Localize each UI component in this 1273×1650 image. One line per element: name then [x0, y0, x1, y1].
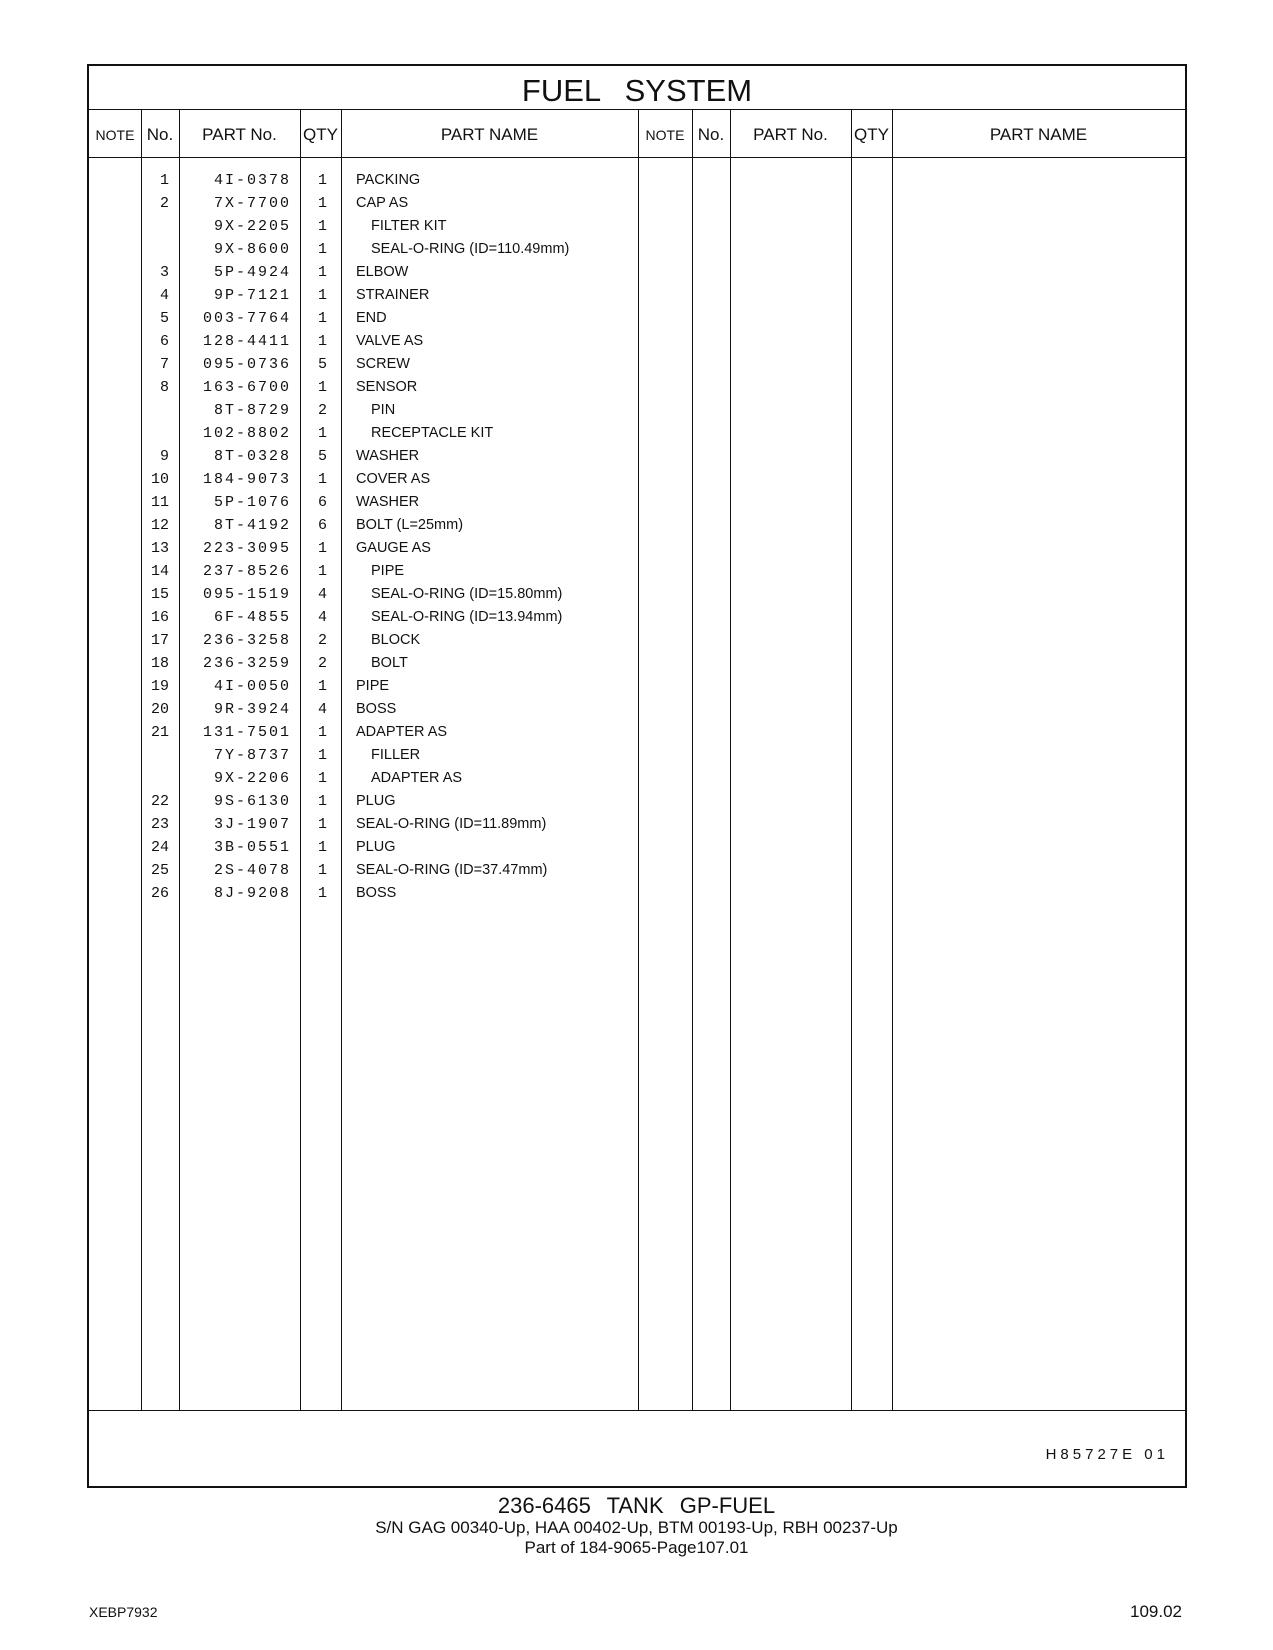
part-number: 236-3259 — [202, 655, 291, 672]
page-title: FUEL SYSTEM — [521, 73, 753, 108]
table-row — [89, 629, 669, 652]
table-row — [89, 261, 669, 284]
part-number: 3J-1907 — [213, 816, 291, 833]
quantity: 6 — [317, 517, 327, 534]
quantity: 1 — [317, 793, 327, 810]
header-qty: QTY — [303, 125, 338, 144]
quantity: 1 — [317, 241, 327, 258]
part-name: PLUG — [356, 793, 396, 809]
table-row — [89, 422, 669, 445]
item-number: 19 — [150, 678, 169, 695]
table-row — [89, 353, 669, 376]
part-number: 8T-8729 — [213, 402, 291, 419]
divider — [89, 1410, 1185, 1411]
item-number: 1 — [159, 172, 169, 189]
part-number: 095-1519 — [202, 586, 291, 603]
item-number: 14 — [150, 563, 169, 580]
quantity: 1 — [317, 310, 327, 327]
part-number: 2S-4078 — [213, 862, 291, 879]
part-number: 7X-7700 — [213, 195, 291, 212]
header-part-name: PART NAME — [440, 125, 539, 144]
table-row — [89, 675, 669, 698]
quantity: 1 — [317, 724, 327, 741]
part-number: 095-0736 — [202, 356, 291, 373]
column-divider — [851, 109, 852, 1410]
quantity: 1 — [317, 747, 327, 764]
table-row — [89, 698, 669, 721]
table-row — [89, 790, 669, 813]
column-divider — [692, 109, 693, 1410]
quantity: 5 — [317, 356, 327, 373]
quantity: 5 — [317, 448, 327, 465]
quantity: 1 — [317, 264, 327, 281]
item-number: 4 — [159, 287, 169, 304]
table-row — [89, 169, 669, 192]
header-part-name-right: PART NAME — [989, 125, 1088, 144]
item-number: 18 — [150, 655, 169, 672]
part-number: 184-9073 — [202, 471, 291, 488]
part-name: FILLER — [371, 747, 421, 763]
part-name: SCREW — [356, 356, 410, 372]
part-number: 9X-2206 — [213, 770, 291, 787]
part-name: SEAL-O-RING (ID=13.94mm) — [371, 609, 563, 625]
item-number: 2 — [159, 195, 169, 212]
part-number: 8J-9208 — [213, 885, 291, 902]
quantity: 1 — [317, 563, 327, 580]
quantity: 1 — [317, 770, 327, 787]
item-number: 13 — [150, 540, 169, 557]
part-number: 6F-4855 — [213, 609, 291, 626]
quantity: 2 — [317, 402, 327, 419]
table-row — [89, 537, 669, 560]
table-row — [89, 583, 669, 606]
item-number: 24 — [150, 839, 169, 856]
part-name: END — [356, 310, 387, 326]
quantity: 1 — [317, 218, 327, 235]
table-row — [89, 767, 669, 790]
header-note: NOTE — [95, 127, 135, 143]
part-of-reference: Part of 184-9065-Page107.01 — [524, 1538, 749, 1557]
part-number: 223-3095 — [202, 540, 291, 557]
part-name: COVER AS — [356, 471, 431, 487]
item-number: 8 — [159, 379, 169, 396]
part-number: 7Y-8737 — [213, 747, 291, 764]
part-number: 9S-6130 — [213, 793, 291, 810]
quantity: 4 — [317, 586, 327, 603]
header-qty-right: QTY — [854, 125, 889, 144]
part-name: FILTER KIT — [371, 218, 447, 234]
part-name: SEAL-O-RING (ID=37.47mm) — [356, 862, 548, 878]
header-note-right: NOTE — [645, 127, 685, 143]
part-number: 4I-0378 — [213, 172, 291, 189]
item-number: 15 — [150, 586, 169, 603]
table-row — [89, 307, 669, 330]
table-row — [89, 859, 669, 882]
footer — [0, 1494, 1273, 1558]
item-number: 6 — [159, 333, 169, 350]
quantity: 1 — [317, 195, 327, 212]
item-number: 21 — [150, 724, 169, 741]
part-number: 5P-1076 — [213, 494, 291, 511]
table-row — [89, 445, 669, 468]
part-name: SEAL-O-RING (ID=110.49mm) — [371, 241, 570, 257]
part-number: 003-7764 — [202, 310, 291, 327]
part-name: STRAINER — [356, 287, 430, 303]
header-no: No. — [146, 125, 174, 144]
item-number: 26 — [150, 885, 169, 902]
quantity: 1 — [317, 540, 327, 557]
page-number: 109.02 — [1130, 1602, 1182, 1621]
item-number: 16 — [150, 609, 169, 626]
table-row — [89, 606, 669, 629]
header-part-no-right: PART No. — [753, 125, 828, 144]
part-number: 3B-0551 — [213, 839, 291, 856]
table-row — [89, 721, 669, 744]
quantity: 1 — [317, 471, 327, 488]
assembly-title: 236-6465 TANK GP-FUEL — [497, 1493, 776, 1518]
table-row — [89, 836, 669, 859]
part-name: SEAL-O-RING (ID=15.80mm) — [371, 586, 563, 602]
part-number: 102-8802 — [202, 425, 291, 442]
header-no-right: No. — [697, 125, 725, 144]
part-name: CAP AS — [356, 195, 409, 211]
part-name: BOLT (L=25mm) — [356, 517, 464, 533]
item-number: 23 — [150, 816, 169, 833]
item-number: 12 — [150, 517, 169, 534]
part-name: VALVE AS — [356, 333, 424, 349]
part-name: PACKING — [356, 172, 421, 188]
table-row — [89, 215, 669, 238]
part-name: BOSS — [356, 701, 397, 717]
part-name: PLUG — [356, 839, 396, 855]
table-row — [89, 491, 669, 514]
parts-table-frame — [87, 64, 1187, 1488]
part-number: 4I-0050 — [213, 678, 291, 695]
part-number: 5P-4924 — [213, 264, 291, 281]
part-name: PIPE — [371, 563, 405, 579]
table-row — [89, 882, 669, 905]
header-part-no: PART No. — [202, 125, 277, 144]
divider — [89, 157, 1185, 158]
quantity: 1 — [317, 172, 327, 189]
quantity: 1 — [317, 425, 327, 442]
serial-numbers: S/N GAG 00340-Up, HAA 00402-Up, BTM 00193-Up, RBH 00237-Up — [375, 1518, 898, 1537]
column-divider — [730, 109, 731, 1410]
part-number: 131-7501 — [202, 724, 291, 741]
table-row — [89, 376, 669, 399]
part-name: SENSOR — [356, 379, 418, 395]
quantity: 4 — [317, 701, 327, 718]
table-row — [89, 813, 669, 836]
part-number: 9X-2205 — [213, 218, 291, 235]
table-row — [89, 744, 669, 767]
parts-list — [89, 169, 669, 905]
table-row — [89, 399, 669, 422]
part-name: SEAL-O-RING (ID=11.89mm) — [356, 816, 547, 832]
part-number: 9P-7121 — [213, 287, 291, 304]
part-name: ADAPTER AS — [356, 724, 448, 740]
part-name: ADAPTER AS — [371, 770, 463, 786]
part-number: 236-3258 — [202, 632, 291, 649]
part-name: WASHER — [356, 448, 420, 464]
quantity: 1 — [317, 816, 327, 833]
part-name: BOSS — [356, 885, 397, 901]
item-number: 11 — [150, 494, 169, 511]
part-name: PIPE — [356, 678, 390, 694]
part-number: 8T-4192 — [213, 517, 291, 534]
item-number: 5 — [159, 310, 169, 327]
quantity: 2 — [317, 655, 327, 672]
quantity: 2 — [317, 632, 327, 649]
part-number: 9R-3924 — [213, 701, 291, 718]
quantity: 6 — [317, 494, 327, 511]
table-row — [89, 514, 669, 537]
part-name: RECEPTACLE KIT — [371, 425, 494, 441]
part-name: BLOCK — [371, 632, 421, 648]
drawing-code: H85727E 01 — [1045, 1446, 1169, 1463]
quantity: 1 — [317, 333, 327, 350]
part-name: ELBOW — [356, 264, 409, 280]
part-number: 163-6700 — [202, 379, 291, 396]
quantity: 1 — [317, 862, 327, 879]
table-row — [89, 560, 669, 583]
quantity: 1 — [317, 678, 327, 695]
item-number: 20 — [150, 701, 169, 718]
table-row — [89, 238, 669, 261]
item-number: 10 — [150, 471, 169, 488]
table-row — [89, 468, 669, 491]
part-name: PIN — [371, 402, 396, 418]
document-code: XEBP7932 — [89, 1604, 158, 1620]
quantity: 1 — [317, 839, 327, 856]
item-number: 7 — [159, 356, 169, 373]
quantity: 4 — [317, 609, 327, 626]
quantity: 1 — [317, 379, 327, 396]
part-number: 9X-8600 — [213, 241, 291, 258]
table-row — [89, 284, 669, 307]
part-name: WASHER — [356, 494, 420, 510]
part-number: 237-8526 — [202, 563, 291, 580]
part-name: GAUGE AS — [356, 540, 431, 556]
item-number: 3 — [159, 264, 169, 281]
item-number: 25 — [150, 862, 169, 879]
divider — [89, 109, 1185, 110]
item-number: 22 — [150, 793, 169, 810]
column-divider — [892, 109, 893, 1410]
part-number: 128-4411 — [202, 333, 291, 350]
part-name: BOLT — [371, 655, 408, 671]
quantity: 1 — [317, 287, 327, 304]
table-row — [89, 330, 669, 353]
quantity: 1 — [317, 885, 327, 902]
table-row — [89, 192, 669, 215]
table-row — [89, 652, 669, 675]
item-number: 17 — [150, 632, 169, 649]
part-number: 8T-0328 — [213, 448, 291, 465]
item-number: 9 — [159, 448, 169, 465]
